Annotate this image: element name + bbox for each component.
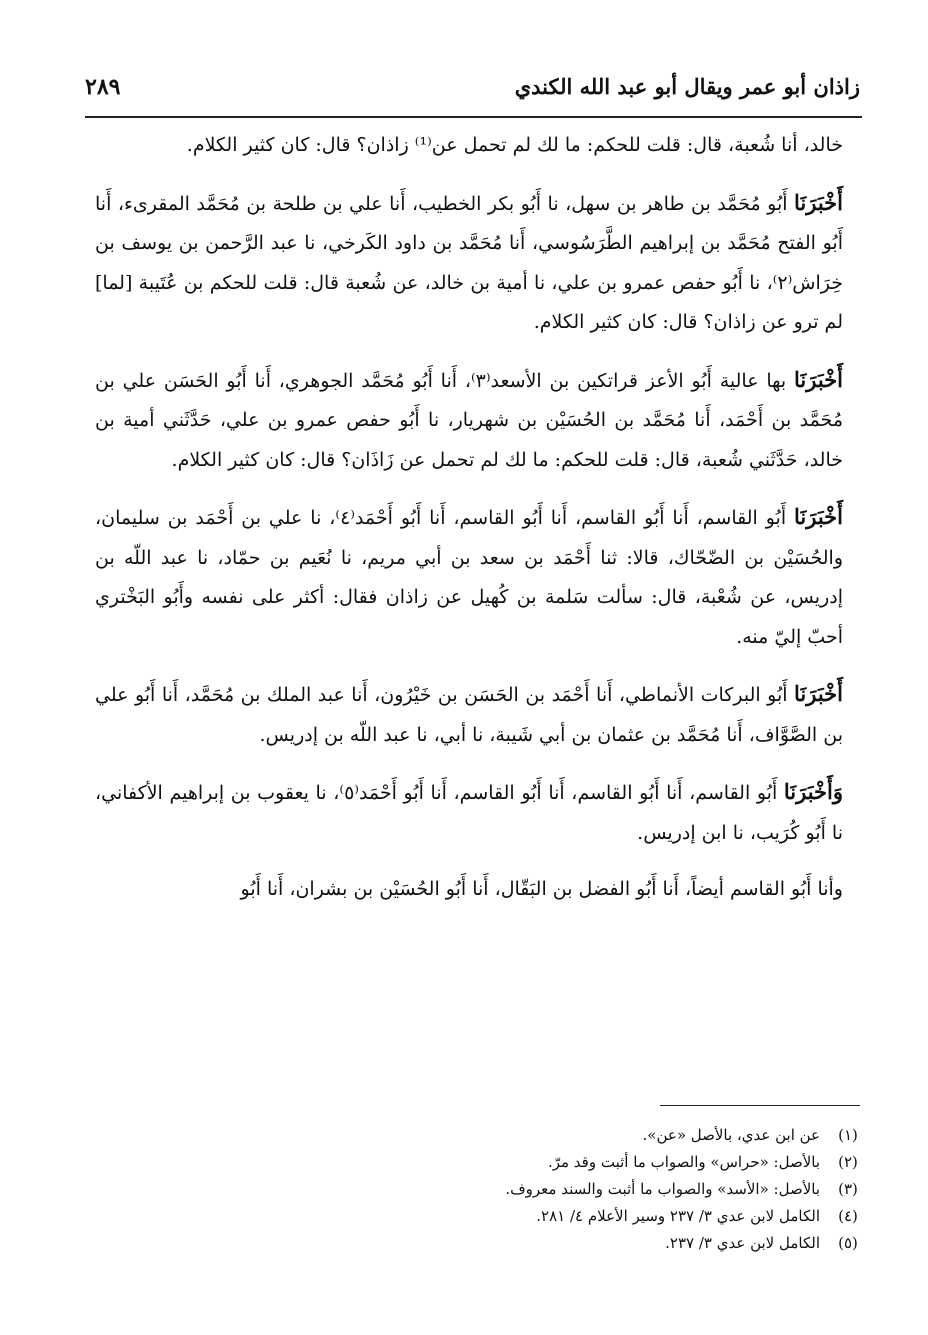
paragraph-text: أَبُو القاسم، أَنا أَبُو القاسم، أَنا أَبُو القاسم، أَنا أَبُو أَحْمَد⁽٥⁾، نا يعقوب بن إبراهيم الأكفاني، نا أَبُو كُرَيب، نا ابن إدريس. xyxy=(95,782,843,844)
paragraph-text: بها عالية أَبُو الأعز قراتكين بن الأسعد⁽٣⁾، أَنا أَبُو مُحَمَّد الجوهري، أَنا أَبُو الحَسَن علي بن مُحَمَّد بن أَحْمَد، أَنا مُحَمَّد بن الحُسَيْن بن شهريار، نا أَبُو حفص عمرو بن علي، حَدَّثَني أمية بن خالد، حَدَّثَني شُعبة، قال: قلت للحكم: ما لك لم تحمل عن زَاذَان؟ قال: كان كثير الكلام. xyxy=(95,369,843,471)
footnote-number: (٤) xyxy=(838,1207,858,1225)
footnote-5 xyxy=(102,1230,862,1257)
paragraph-text: أَبُو القاسم، أَنا أَبُو القاسم، أَنا أَبُو القاسم، أَنا أَبُو أَحْمَد⁽٤⁾، نا علي بن أَحْمَد بن سليمان، والحُسَيْن بن الضّحّاك، قالا: ثنا أَحْمَد بن سعد بن أبي مريم، نا نُعَيم بن حمّاد، نا عبد اللّه بن إدريس، عن شُعْبة، قال: سألت سَلمة بن كُهيل عن زاذان فقال: أكثر على نفسه وأَبُو البَخْتري أحبّ إليّ منه. xyxy=(95,507,843,648)
footnote-number: (٢) xyxy=(838,1153,858,1171)
paragraph-lead-word: أَخْبَرَنَا xyxy=(794,504,843,529)
footnote-text: بالأصل: «الأسد» والصواب ما أثبت والسند معروف. xyxy=(505,1180,820,1198)
footnote-number: (١) xyxy=(838,1126,858,1144)
paragraph-text: أَبُو البركات الأنماطي، أَنا أَحْمَد بن الحَسَن بن خَيْرُون، أَنا عبد الملك بن مُحَمَّد، أَنا أَبُو علي بن الصَّوَّاف، أَنا مُحَمَّد بن عثمان بن أبي شَيبة، نا أبي، نا عبد اللّه بن إدريس. xyxy=(95,684,843,746)
footnote-text: الكامل لابن عدي ٣/ ٢٣٧ وسير الأعلام ٤/ ٢٨١. xyxy=(536,1207,820,1225)
footnote-number: (٣) xyxy=(838,1180,858,1198)
header-rule xyxy=(85,116,862,118)
footnote-2 xyxy=(102,1149,862,1176)
footnotes xyxy=(102,1122,862,1257)
paragraph-lead-word: وَأَخْبَرَنَا xyxy=(783,779,843,804)
paragraph-1 xyxy=(95,126,843,166)
paragraph-2 xyxy=(95,183,843,343)
paragraph-text: أَبُو مُحَمَّد بن طاهر بن سهل، نا أَبُو بكر الخطيب، أَنا علي بن طلحة بن مُحَمَّد المقرىء، أَنا أَبُو الفتح مُحَمَّد بن إبراهيم الطَّرَسُوسي، أَنا مُحَمَّد بن داود الكَرخي، نا عبد الرَّحمن بن يوسف بن خِرَاش⁽٢⁾، نا أَبُو حفص عمرو بن علي، نا أمية بن خالد، عن شُعبة قال: قلت للحكم بن عُتَيبة [لما] لم ترو عن زاذان؟ قال: كان كثير الكلام. xyxy=(95,192,843,333)
running-title: زاذان أبو عمر ويقال أبو عبد الله الكندي xyxy=(514,74,860,99)
footnote-4 xyxy=(102,1203,862,1230)
footnote-text: عن ابن عدي، بالأصل «عن». xyxy=(642,1126,820,1144)
paragraph-lead-word: أَخْبَرَنَا xyxy=(794,189,843,215)
paragraph-lead-word: أَخْبَرَنَا xyxy=(794,681,843,706)
main-text xyxy=(95,126,843,927)
paragraph-7 xyxy=(95,870,843,910)
paragraph-text: خالد، أنا شُعبة، قال: قلت للحكم: ما لك لم تحمل عن⁽¹⁾ زاذان؟ قال: كان كثير الكلام. xyxy=(186,134,843,156)
paragraph-5 xyxy=(95,674,843,755)
paragraph-6 xyxy=(95,772,843,853)
footnote-rule xyxy=(660,1105,860,1106)
footnote-3 xyxy=(102,1176,862,1203)
paragraph-lead-word: أَخْبَرَنَا xyxy=(794,366,843,392)
footnote-text: بالأصل: «حراس» والصواب ما أثبت وقد مرّ. xyxy=(547,1153,820,1171)
paragraph-text: وأنا أَبُو القاسم أيضاً، أَنا أَبُو الفضل بن البَقّال، أَنا أَبُو الحُسَيْن بن بشران، أَنا أَبُو xyxy=(240,878,843,900)
footnote-1 xyxy=(102,1122,862,1149)
page-header xyxy=(85,70,860,118)
page-number: ٢٨٩ xyxy=(85,74,121,100)
footnote-text: الكامل لابن عدي ٣/ ٢٣٧. xyxy=(665,1234,820,1252)
footnote-number: (٥) xyxy=(838,1234,858,1252)
paragraph-4 xyxy=(95,497,843,657)
paragraph-3 xyxy=(95,360,843,481)
